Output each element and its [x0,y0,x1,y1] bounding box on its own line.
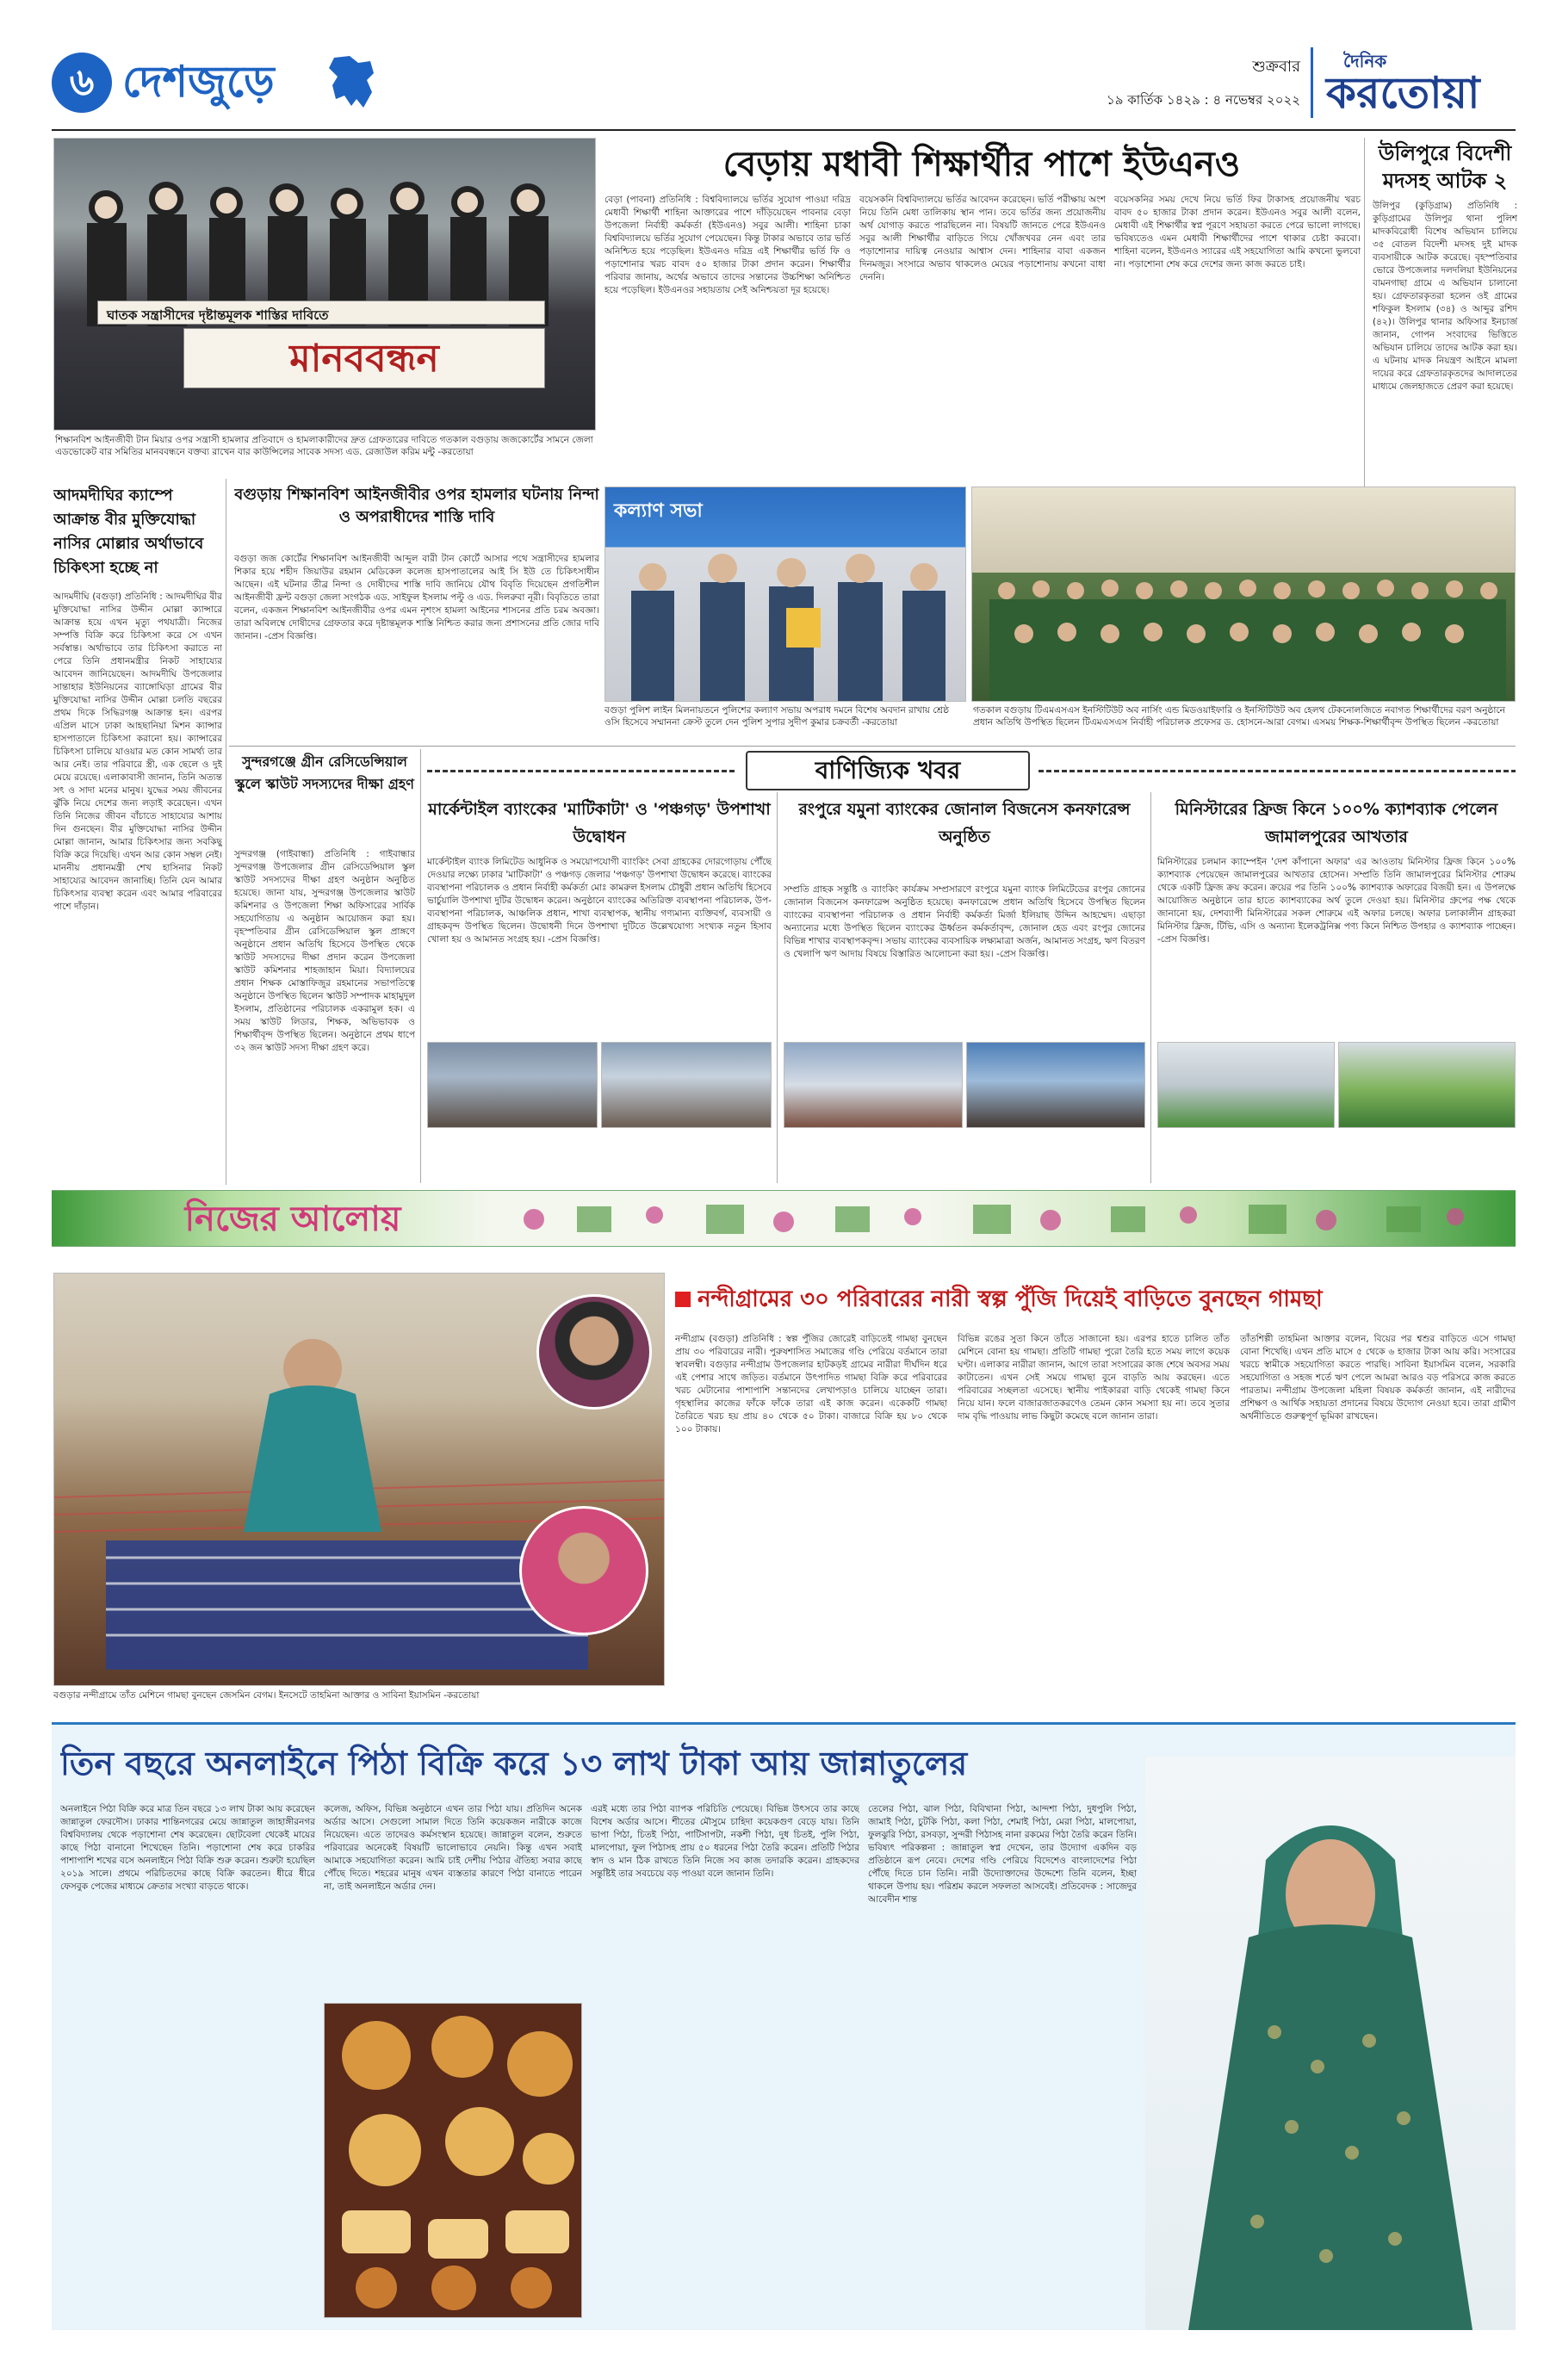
banijjik-rule [1038,770,1516,772]
col-divider [777,792,778,1183]
gamcha-headline-box [675,1273,1516,1326]
section-rule [229,746,1516,747]
jamuna-headline: রংপুরে যমুনা ব্যাংকের জোনাল বিজনেস কনফারেন্স অনুষ্ঠিত [798,800,1131,846]
gamcha-col-1: নন্দীগ্রাম (বগুড়া) প্রতিনিধি : স্বল্প পুঁজির জোরেই বাড়িতেই গামছা বুনছেন প্রায় ৩০ পরিবারের নারী। পুরুষশাসিত সমাজের গণ্ডি পেরিয়ে বর্তমানে তারা স্বাবলম্বী। বগুড়ার নন্দীগ্রাম উপজেলার হাটকড়ই গ্রামের নারীরা দীর্ঘদিন ধরে এই পেশার সাথে জড়িত। বর্তমানে উৎপাদিত গামছা বিক্রি করে পরিবারের খরচ মেটানোর পাশাপাশি সন্তানদের লেখাপড়াও চালিয়ে যাচ্ছেন তারা। গৃহস্থালির কাজের ফাঁকে ফাঁকে তারা এই কাজ করেন। একেকটি গামছা তৈরিতে খরচ হয় প্রায় ৪০ থেকে ৫০ টাকা। বাজারে বিক্রি হয় ৮০ থেকে ১০০ টাকায়। [675,1334,947,1435]
nasir-headline: আদমদীঘির ক্যাম্পে আক্রান্ত বীর মুক্তিযোদ্ধা নাসির মোল্লার অর্থাভাবে চিকিৎসা হচ্ছে না [53,487,204,577]
human-chain-caption: শিক্ষানবিশ আইনজীবী টান মিয়ার ওপর সন্ত্রাসী হামলার প্রতিবাদে ও হামলাকারীদের দ্রুত গ্রেফতারের দাবিতে গতকাল বগুড়ায় জজকোর্টের সামনে জেলা এডভোকেট বার সমিতির মানববন্ধনে বক্তব্য রাখেন বার কাউন্সিলের সাবেক সদস্য এড. রেজাউল করিম মন্টু -করতোয়া [55,435,593,457]
paper-logo: করতোয়া [1326,68,1480,118]
banijjik-section-title: বাণিজ্যিক খবর [746,751,1030,790]
pitha-food-photo [324,2003,582,2318]
banner-text: ঘাতক সন্ত্রাসীদের দৃষ্টান্তমূলক শাস্তির দাবিতে [97,301,545,325]
bangladesh-map-icon [326,54,377,111]
col-divider [1150,792,1151,1183]
lawyer-headline: বগুড়ায় শিক্ষানবিশ আইনজীবীর ওপর হামলার ঘটনায় নিন্দা ও অপরাধীদের শাস্তি দাবি [234,486,599,526]
paper-prefix: দৈনিক [1343,51,1387,71]
mercantile-body: মার্কেন্টাইল ব্যাংক লিমিটেড আধুনিক ও সময়োপযোগী ব্যাংকিং সেবা গ্রাহকের দোরগোড়ায় পৌঁছে দেওয়ার লক্ষ্যে ঢাকার 'মাটিকাটা' ও পঞ্চগড় জেলার 'পঞ্চগড়' উপশাখা উদ্বোধন করেছে। ব্যাংকের ব্যবস্থাপনা পরিচালক ও প্রধান নির্বাহী কর্মকর্তা মোঃ কামরুল ইসলাম চৌধুরী প্রধান অতিথি হিসেবে ভার্চুয়ালি উপশাখা দুটির উদ্বোধন করেন। অনুষ্ঠানে ব্যাংকের অতিরিক্ত ব্যবস্থাপনা পরিচালক, উপ-ব্যবস্থাপনা পরিচালক, আঞ্চলিক প্রধান, শাখা ব্যবস্থাপক, স্থানীয় গণ্যমান্য ব্যক্তিবর্গ, ব্যবসায়ী ও গ্রাহকবৃন্দ উপস্থিত ছিলেন। উদ্বোধনী দিনে উপশাখা দুটিতে উল্লেখযোগ্য সংখ্যক নতুন হিসাব খোলা হয় ও আমানত সংগ্রহ হয়। -প্রেস বিজ্ঞপ্তি। [427,857,772,945]
police-award-caption: বগুড়া পুলিশ লাইন মিলনায়তনে পুলিশের কল্যাণ সভায় অপরাধ দমনে বিশেষ অবদান রাখায় শ্রেষ্ঠ ওসি হিসেবে সম্মাননা ক্রেস্ট তুলে দেন পুলিশ সুপার সুদীপ কুমার চক্রবর্তী -করতোয়া [604,705,950,728]
gamcha-col-2: বিভিন্ন রঙের সুতা কিনে তাঁতে সাজানো হয়। এরপর হাতে চালিত তাঁত মেশিনে বোনা হয় গামছা। প্রতিটি গামছা পুরো তৈরি হতে সময় লাগে কয়েক ঘণ্টা। এলাকার নারীরা জানান, আগে তারা সংসারের কাজ শেষে অবসর সময় কাটাতেন। এখন সেই সময়ে গামছা বুনে বাড়তি আয় করছেন। এতে পরিবারের সচ্ছলতা এসেছে। স্থানীয় পাইকাররা বাড়ি থেকেই গামছা কিনে নিয়ে যান। ফলে বাজারজাতকরণেও তেমন কোন সমস্যা হয় না। তবে সুতার দাম বৃদ্ধি পাওয়ায় লাভ কিছুটা কমেছে বলে জানান তারা। [958,1334,1230,1422]
police-banner: কল্যাণ সভা [614,500,703,522]
sundarganj-headline: সুন্দরগঞ্জে গ্রীন রেসিডেন্সিয়াল স্কুলে স্কাউট সদস্যদের দীক্ষা গ্রহণ [235,753,414,792]
jannatul-portrait [1145,1757,1516,2330]
gamcha-headline: নন্দীগ্রামের ৩০ পরিবারের নারী স্বল্প পুঁজি দিয়েই বাড়িতে বুনছেন গামছা [698,1286,1323,1312]
pitha-col-4: তেলের পিঠা, ঝাল পিঠা, বিবিখানা পিঠা, আন্দশা পিঠা, দুধপুলি পিঠা, জামাই পিঠা, চুটকি পিঠা, কলা পিঠা, শেমাই পিঠা, মেরা পিঠা, মালপোয়া, ফুলঝুরি পিঠা, রসবড়া, সুন্দরী পিঠাসহ নানা রকমের পিঠা তৈরি করেন তিনি। ভবিষ্যৎ পরিকল্পনা : জান্নাতুল স্বপ্ন দেখেন, তার উদ্যোগ একদিন বড় প্রতিষ্ঠানে রূপ নেবে। দেশের গণ্ডি পেরিয়ে বিদেশেও বাংলাদেশের পিঠা পৌঁছে দিতে চান তিনি। নারী উদ্যোক্তাদের উদ্দেশ্যে তিনি বলেন, ইচ্ছা থাকলে উপায় হয়। পরিশ্রম করলে সফলতা আসবেই। প্রতিবেদক : সাজেদুর আবেদীন শান্ত [868,1804,1137,1905]
nursing-students-photo [971,487,1516,702]
masthead-rule [52,129,1516,131]
inset-photo-2 [519,1506,648,1635]
jamuna-body: সম্প্রতি গ্রাহক সন্তুষ্টি ও ব্যাংকিং কার্যক্রম সম্প্রসারণে রংপুরে যমুনা ব্যাংক লিমিটেডের রংপুর জোনের জোনাল বিজনেস কনফারেন্স অনুষ্ঠিত হয়েছে। কনফারেন্সে প্রধান অতিথি হিসেবে উপস্থিত ছিলেন ব্যাংকের ব্যবস্থাপনা পরিচালক ও প্রধান নির্বাহী কর্মকর্তা মির্জা ইলিয়াছ উদ্দিন আহম্মেদ। এছাড়া অন্যান্যের মধ্যে উপস্থিত ছিলেন ব্যাংকের ঊর্ধ্বতন কর্মকর্তাবৃন্দ, জোনাল হেড এবং রংপুর জোনের বিভিন্ন শাখার ব্যবস্থাপকবৃন্দ। সভায় ব্যাংকের ব্যবসায়িক লক্ষ্যমাত্রা অর্জন, আমানত সংগ্রহ, ঋণ বিতরণ ও খেলাপি ঋণ আদায় বিষয়ে বিস্তারিত আলোচনা করা হয়। -প্রেস বিজ্ঞপ্তি। [784,884,1145,959]
mercantile-photo-2 [601,1042,772,1128]
masthead-divider [1311,47,1313,118]
banijjik-rule [427,770,737,772]
gamcha-col-3: তাঁতশিল্পী তাহমিনা আক্তার বলেন, বিয়ের পর শ্বশুর বাড়িতে এসে গামছা বোনা শিখেছি। এখন প্রতি মাসে ৫ থেকে ৬ হাজার টাকা আয় করি। সংসারের খরচে স্বামীকে সহযোগিতা করতে পারছি। সাবিনা ইয়াসমিন বলেন, সরকারি সহযোগিতা ও সহজ শর্তে ঋণ পেলে আমরা আরও বড় পরিসরে কাজ করতে পারতাম। নন্দীগ্রাম উপজেলা মহিলা বিষয়ক কর্মকর্তা জানান, এই নারীদের প্রশিক্ষণ ও আর্থিক সহায়তা প্রদানের বিষয়ে উদ্যোগ নেওয়া হবে। তারা গ্রামীণ অর্থনীতিতে গুরুত্বপূর্ণ ভূমিকা রাখছেন। [1240,1334,1516,1422]
jamuna-photo-1 [784,1042,963,1128]
minister-photo-2 [1338,1042,1516,1128]
loom-caption: বগুড়ার নন্দীগ্রামে তাঁত মেশিনে গামছা বুনছেন জেসমিন বেগম। ইনসেটে তাহমিনা আক্তার ও সাবিনা ইয়াসমিন -করতোয়া [53,1690,480,1701]
jamuna-photo-2 [966,1042,1145,1128]
page-number-badge: ৬ [52,53,112,113]
pitha-col-1: অনলাইনে পিঠা বিক্রি করে মাত্র তিন বছরে ১৩ লাখ টাকা আয় করেছেন জান্নাতুল ফেরদৌস। ঢাকার শান্তিনগরের মেয়ে জান্নাতুল জাহাঙ্গীরনগর বিশ্ববিদ্যালয় থেকে পড়াশোনা শেষ করেছেন। ছোটবেলা থেকেই মায়ের কাছে পিঠা বানানো শিখেছেন তিনি। পড়াশোনা শেষ করে চাকরির পাশাপাশি শখের বসে অনলাইনে পিঠা বিক্রি শুরু করেন। শুরুটা হয়েছিল ২০১৯ সালে। প্রথমে পরিচিতদের কাছে বিক্রি করতেন। ধীরে ধীরে ফেসবুক পেজের মাধ্যমে ক্রেতার সংখ্যা বাড়তে থাকে। [60,1804,315,1892]
inset-photo-1 [536,1294,652,1410]
masthead [52,47,1516,123]
sundarganj-body: সুন্দরগঞ্জ (গাইবান্ধা) প্রতিনিধি : গাইবান্ধার সুন্দরগঞ্জ উপজেলার গ্রীন রেসিডেন্সিয়াল স্কুল স্কাউট সদস্যদের দীক্ষা গ্রহণ অনুষ্ঠান অনুষ্ঠিত হয়েছে। জানা যায়, সুন্দরগঞ্জ উপজেলার স্কাউট কমিশনার ও উপজেলা শিক্ষা অফিসারের সার্বিক সহযোগিতায় এ অনুষ্ঠান আয়োজন করা হয়। বৃহস্পতিবার গ্রীন রেসিডেন্সিয়াল স্কুল প্রাঙ্গণে অনুষ্ঠানে প্রধান অতিথি হিসেবে উপস্থিত থেকে স্কাউট সদস্যদের দীক্ষা প্রদান করেন উপজেলা স্কাউট কমিশনার শাহজাহান মিয়া। বিদ্যালয়ের প্রধান শিক্ষক মোস্তাফিজুর রহমানের সভাপতিত্বে অনুষ্ঠানে উপস্থিত ছিলেন স্কাউট সম্পাদক মাহামুদুল ইসলাম, প্রতিষ্ঠানের পরিচালক একরামুল হক। এ সময় স্কাউট লিডার, শিক্ষক, অভিভাবক ও শিক্ষার্থীবৃন্দ উপস্থিত ছিলেন। অনুষ্ঠানে প্রথম ধাপে ৩২ জন স্কাউট সদস্য দীক্ষা গ্রহণ করে। [234,849,415,1053]
police-award-photo [604,487,966,702]
loom-photo [53,1273,665,1686]
mercantile-headline: মার্কেন্টাইল ব্যাংকের 'মাটিকাটা' ও 'পঞ্চগড়' উপশাখা উদ্বোধন [428,800,771,846]
nijer-alo-banner [52,1190,1516,1247]
nursing-students-caption: গতকাল বগুড়ায় টিএমএসএস ইনস্টিটিউট অব নার্সিং এন্ড মিডওয়াইফারি ও ইনস্টিটিউট অব হেলথ টেকনোলজিতে নবাগত শিক্ষার্থীদের বরণ অনুষ্ঠানে প্রধান অতিথি উপস্থিত ছিলেন টিএমএসএস নির্বাহী পরিচালক প্রফেসর ড. হোসনে-আরা বেগম। এসময় শিক্ষক-শিক্ষার্থীবৃন্দ উপস্থিত ছিলেন -করতোয়া [973,705,1505,728]
nijer-alo-title: নিজের আলোয় [184,1199,401,1239]
human-chain-photo [53,138,596,431]
pitha-col-2: কলেজ, অফিস, বিভিন্ন অনুষ্ঠানে এখন তার পিঠা যায়। প্রতিদিন অনেক অর্ডার আসে। সেগুলো সামাল দিতে তিনি কয়েকজন নারীকে কাজে নিয়েছেন। এতে তাদেরও কর্মসংস্থান হয়েছে। জান্নাতুল বলেন, শুরুতে পরিবারের অনেকেই বিষয়টি ভালোভাবে নেয়নি। কিন্তু এখন সবাই আমাকে সহযোগিতা করেন। আমি চাই দেশীয় পিঠার ঐতিহ্য সবার কাছে পৌঁছে দিতে। শহরের মানুষ এখন ব্যস্ততার কারণে পিঠা বানাতে পারেন না, তাই অনলাইনে অর্ডার দেন। [324,1804,582,1892]
pitha-col-3: এরই মধ্যে তার পিঠা ব্যাপক পরিচিতি পেয়েছে। বিভিন্ন উৎসবে তার কাছে বিশেষ অর্ডার আসে। শীতের মৌসুমে চাহিদা কয়েকগুণ বেড়ে যায়। তিনি ভাপা পিঠা, চিতই পিঠা, পাটিসাপটা, নকশী পিঠা, দুধ চিতই, পুলি পিঠা, মালপোয়া, ফুল পিঠাসহ প্রায় ৫০ ধরনের পিঠা তৈরি করেন। প্রতিটি পিঠার স্বাদ ও মান ঠিক রাখতে তিনি নিজে সব কাজ তদারকি করেন। গ্রাহকদের সন্তুষ্টিই তার সবচেয়ে বড় পাওয়া বলে জানান তিনি। [591,1804,859,1879]
ulipur-headline: উলিপুরে বিদেশী মদসহ আটক ২ [1378,141,1512,193]
minister-body: মিনিস্টারের চলমান ক্যাম্পেইন 'দেশ কাঁপানো অফার' এর আওতায় মিনিস্টার ফ্রিজ কিনে ১০০% ক্যাশব্যাক পেয়েছেন জামালপুরের আখতার হোসেন। সম্প্রতি তিনি জামালপুরের মিনিস্টার শোরুম থেকে একটি ফ্রিজ ক্রয় করেন। ক্রয়ের পর তিনি ১০০% ক্যাশব্যাক অফারের বিজয়ী হন। এ উপলক্ষে আয়োজিত অনুষ্ঠানে তার হাতে ক্যাশব্যাকের অর্থ তুলে দেওয়া হয়। মিনিস্টার গ্রুপের পক্ষ থেকে জানানো হয়, দেশব্যাপী মিনিস্টারের সকল শোরুমে এই অফার চলছে। অফার চলাকালীন গ্রাহকরা মিনিস্টার ফ্রিজ, টিভি, এসি ও অন্যান্য ইলেকট্রনিক্স পণ্য কিনে নিশ্চিত উপহার ও ক্যাশব্যাক পাচ্ছেন। -প্রেস বিজ্ঞপ্তি। [1157,857,1516,945]
bera-headline: বেড়ায় মধাবী শিক্ষার্থীর পাশে ইউএনও [722,145,1241,184]
bera-col-2: বয়েসকনি বিশ্ববিদ্যালয়ে ভর্তির আবেদন করেছেন। ভর্তি পরীক্ষায় অংশ নিয়ে তিনি মেধা তালিকায় স্থান পান। তবে ভর্তির জন্য প্রয়োজনীয় অর্থ যোগাড় করতে পারছিলেন না। বিষয়টি জানতে পেরে ইউএনও সবুর আলী শিক্ষার্থীর বাড়িতে গিয়ে খোঁজখবর নেন এবং তার পড়াশোনার দায়িত্ব নেওয়ার আশ্বাস দেন। শাহিনার বাবা একজন দিনমজুর। সংসারে অভাব থাকলেও মেয়ের পড়াশোনায় কখনো বাধা দেননি। [859,195,1106,282]
ulipur-body: উলিপুর (কুড়িগ্রাম) প্রতিনিধি : কুড়িগ্রামের উলিপুর থানা পুলিশ মাদকবিরোধী বিশেষ অভিযান চালিয়ে ৩৫ বোতল বিদেশী মদসহ দুই মাদক ব্যবসায়ীকে আটক করেছে। বৃহস্পতিবার ভোরে উপজেলার দলদলিয়া ইউনিয়নের বামনগাছা গ্রামে এ অভিযান চালানো হয়। গ্রেফতারকৃতরা হলেন ওই গ্রামের শফিকুল ইসলাম (৩৪) ও আব্দুর রশিদ (৪২)। উলিপুর থানার অফিসার ইনচার্জ জানান, গোপন সংবাদের ভিত্তিতে অভিযান চালিয়ে তাদের আটক করা হয়। এ ঘটনায় মাদক নিয়ন্ত্রণ আইনে মামলা দায়ের করে গ্রেফতারকৃতদের আদালতের মাধ্যমে জেলহাজতে প্রেরণ করা হয়েছে। [1373,201,1517,392]
bera-col-1: বেড়া (পাবনা) প্রতিনিধি : বিশ্ববিদ্যালয়ে ভর্তির সুযোগ পাওয়া দরিদ্র মেধাবী শিক্ষার্থী শাহিনা আক্তারের পাশে দাঁড়িয়েছেন পাবনার বেড়া উপজেলা নির্বাহী কর্মকর্তা (ইউএনও) সবুর আলী। শাহিনা চাকা বিশ্ববিদ্যালয়ে ভর্তির সুযোগ পেয়েছেন। কিন্তু টাকার অভাবে তার ভর্তি অনিশ্চিত হয়ে পড়েছিল। ইউএনও দরিদ্র এই শিক্ষার্থীর ভর্তি ফি ও পড়াশোনার খরচ বাবদ ৫০ হাজার টাকা প্রদান করেন। শিক্ষার্থীর পরিবার জানায়, অর্থের অভাবে তাদের সন্তানের উচ্চশিক্ষা অনিশ্চিত হয়ে পড়েছিল। ইউএনওর সহায়তায় সেই অনিশ্চয়তা দূর হয়েছে। [604,195,851,295]
date: ১৯ কার্তিক ১৪২৯ : ৪ নভেম্বর ২০২২ [1107,92,1300,108]
banner-title: মানববন্ধন [183,328,545,388]
mercantile-photo-1 [427,1042,598,1128]
minister-headline: মিনিস্টারের ফ্রিজ কিনে ১০০% ক্যাশব্যাক পেলেন জামালপুরের আখতার [1175,800,1498,846]
nasir-body: আদমদীঘি (বগুড়া) প্রতিনিধি : আদমদীঘির বীর মুক্তিযোদ্ধা নাসির উদ্দীন মোল্লা ক্যান্সারে আক্রান্ত হয়ে এখন মৃত্যু পথযাত্রী। নিজের সম্পত্তি বিক্রি করে চিকিৎসা করে সে এখন সর্বস্বান্ত। অর্থাভাবে তার চিকিৎসা করাতে না পেরে তিনি প্রধানমন্ত্রীর নিকট সাহায্যের আবেদন জানিয়েছেন। আদমদীঘি উপজেলার সান্তাহার ইউনিয়নের ব্যাঙ্গোঘিড়া গ্রামের বীর মুক্তিযোদ্ধা নাসির উদ্দীন মোল্লা চলতি বছরের প্রথম দিকে সিদ্ধিরগঞ্জ আক্রান্ত হন। এরপর এপ্রিল মাসে ঢাকা আহছানিয়া মিশন ক্যান্সার হাসপাতালে চিকিৎসা করানো হয়। ক্যান্সারের চিকিৎসা চালিয়ে যাওয়ার মত কোন সামর্থ্য তার আর নেই। তার পরিবারে স্ত্রী, এক ছেলে ও দুই মেয়ে রয়েছে। এলাকাবাসী জানান, তিনি অত্যন্ত সৎ ও সাদা মনের মানুষ। যুদ্ধের সময় জীবনের ঝুঁকি নিয়ে দেশের জন্য লড়াই করেছেন। এখন তিনি নিজের জীবন বাঁচাতে সাহায্যের আশায় দিন গুনছেন। বীর মুক্তিযোদ্ধা নাসির উদ্দীন মোল্লা জানান, আমার চিকিৎসার জন্য সবকিছু বিক্রি করে দিয়েছি। এখন আর কোন সম্বল নেই। মাননীয় প্রধানমন্ত্রী শেখ হাসিনার নিকট সাহায্যের আবেদন জানাচ্ছি। তিনি যেন আমার চিকিৎসার ব্যবস্থা করেন এবং আমার পরিবারের পাশে দাঁড়ান। [53,592,222,912]
pitha-headline: তিন বছরে অনলাইনে পিঠা বিক্রি করে ১৩ লাখ টাকা আয় জান্নাতুলের [60,1745,968,1782]
minister-photo-1 [1157,1042,1335,1128]
lawyer-body: বগুড়া জজ কোর্টের শিক্ষানবিশ আইনজীবী আব্দুল বারী টান কোর্টে আসার পথে সন্ত্রাসীদের হামলার শিকার হয়ে শহীদ জিয়াউর রহমান মেডিকেল কলেজ হাসপাতালের আই সি ইউ তে চিকিৎসাধীন আছেন। এই ঘটনার তীব্র নিন্দা ও দোষীদের শাস্তি দাবি জানিয়ে যৌথ বিবৃতি দিয়েছেন প্রগতিশীল আইনজীবী ফ্রন্ট বগুড়া জেলা সংগঠক এড. সাইফুল ইসলাম পল্টু ও এড. দিলরুবা নূরী। বিবৃতিতে তারা বলেন, একজন শিক্ষানবিশ আইনজীবীর ওপর এমন নৃশংস হামলা আইনের শাসনের প্রতি চরম অবজ্ঞা। তারা অবিলম্বে দোষীদের গ্রেফতার করে দৃষ্টান্তমূলক শাস্তি নিশ্চিত করার জন্য প্রশাসনের প্রতি জোর দাবি জানান। -প্রেস বিজ্ঞপ্তি। [234,554,599,641]
bera-col-3: বয়েসকনির সময় দেখে নিয়ে ভর্তি ফির টাকাসহ প্রয়োজনীয় খরচ বাবদ ৫০ হাজার টাকা প্রদান করেন। ইউএনও সবুর আলী বলেন, মেধাবী এই শিক্ষার্থীর স্বপ্ন পূরণে সহায়তা করতে পেরে ভালো লাগছে। ভবিষ্যতেও এমন মেধাবী শিক্ষার্থীদের পাশে থাকার চেষ্টা করবো। শাহিনা বলেন, ইউএনও স্যারের এই সহযোগিতা আমি কখনো ভুলবো না। পড়াশোনা শেষ করে দেশের জন্য কাজ করতে চাই। [1114,195,1361,270]
section-title: দেশজুড়ে [122,57,275,107]
gamcha-bullet-icon [675,1292,691,1307]
col-divider [420,749,421,1183]
weekday: শুক্রবার [1252,58,1300,76]
